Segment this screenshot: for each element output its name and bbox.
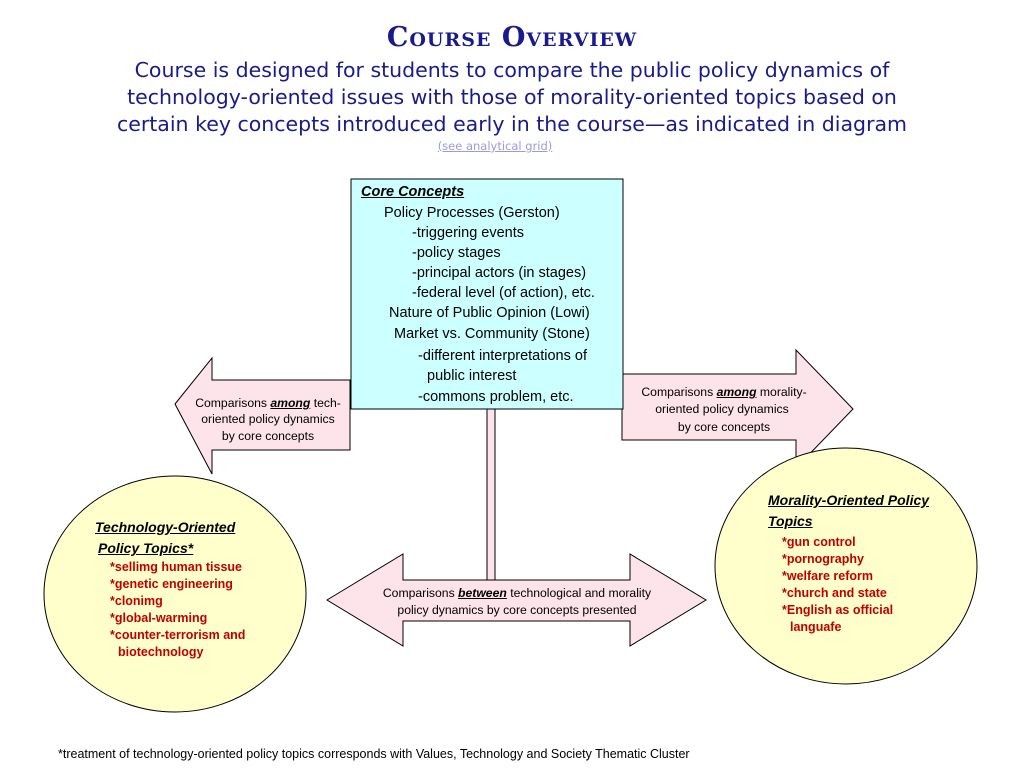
left-arrow-label-line-1: Comparisons among tech- [195,396,341,410]
concept-principal-actors: -principal actors (in stages) [412,265,587,281]
tech-topic-item: *counter-terrorism and [110,628,246,642]
right-arrow-label-line-2: oriented policy dynamics [655,402,789,416]
left-arrow-label-line-3: by core concepts [221,429,315,443]
concept-policy-processes: Policy Processes (Gerston) [384,205,560,221]
morality-topic-item: *welfare reform [782,569,874,583]
bottom-arrow-label-line-2: policy dynamics by core concepts presented [397,603,637,617]
right-arrow-label-line-3: by core concepts [677,420,771,434]
morality-topics-heading-line-2: Topics [768,513,813,529]
tech-topic-item: *clonimg [110,594,163,608]
left-arrow-label-line-2: oriented policy dynamics [201,412,335,426]
morality-topic-item: *English as official [782,603,894,617]
bottom-arrow-label-line-1: Comparisons between technological and morality [382,586,652,600]
concept-public-opinion: Nature of Public Opinion (Lowi) [389,305,590,321]
morality-topics-heading-line-1: Morality-Oriented Policy [768,492,930,508]
morality-topics-ellipse [715,448,977,684]
concept-public-interest: public interest [427,368,517,384]
footnote: *treatment of technology-oriented policy topics corresponds with Values, Technology and Society Thematic Cluster [58,747,690,761]
tech-topic-item: *genetic engineering [110,577,233,591]
right-arrow-label-line-1: Comparisons among morality- [641,385,807,399]
tech-topics-heading-line-1: Technology-Oriented [95,519,236,535]
page-title: Course Overview [386,22,638,53]
subtitle-line-1: Course is designed for students to compare the public policy dynamics of [134,58,890,82]
analytical-grid-link[interactable]: (see analytical grid) [437,139,553,153]
concept-commons-problem: -commons problem, etc. [418,389,574,405]
vertical-connector [487,408,495,580]
concept-triggering-events: -triggering events [412,225,525,241]
concept-federal-level: -federal level (of action), etc. [412,285,595,301]
morality-topic-item: *pornography [782,552,864,566]
tech-topic-item: *global-warming [110,611,208,625]
morality-topic-item: *church and state [782,586,887,600]
subtitle-line-3: certain key concepts introduced early in the course—as indicated in diagram [116,112,908,136]
tech-topic-item: biotechnology [118,645,204,659]
morality-topic-item: languafe [790,620,842,634]
morality-topic-item: *gun control [782,535,856,549]
subtitle-line-2: technology-oriented issues with those of morality-oriented topics based on [127,85,897,109]
concept-different-interpretations: -different interpretations of [418,348,587,364]
concept-policy-stages: -policy stages [412,245,501,261]
technology-topics-ellipse [44,476,306,712]
concept-market-vs-community: Market vs. Community (Stone) [394,326,590,342]
tech-topic-item: *sellimg human tissue [110,560,242,574]
tech-topics-heading-line-2: Policy Topics* [98,540,194,556]
core-concepts-heading: Core Concepts [361,184,465,200]
